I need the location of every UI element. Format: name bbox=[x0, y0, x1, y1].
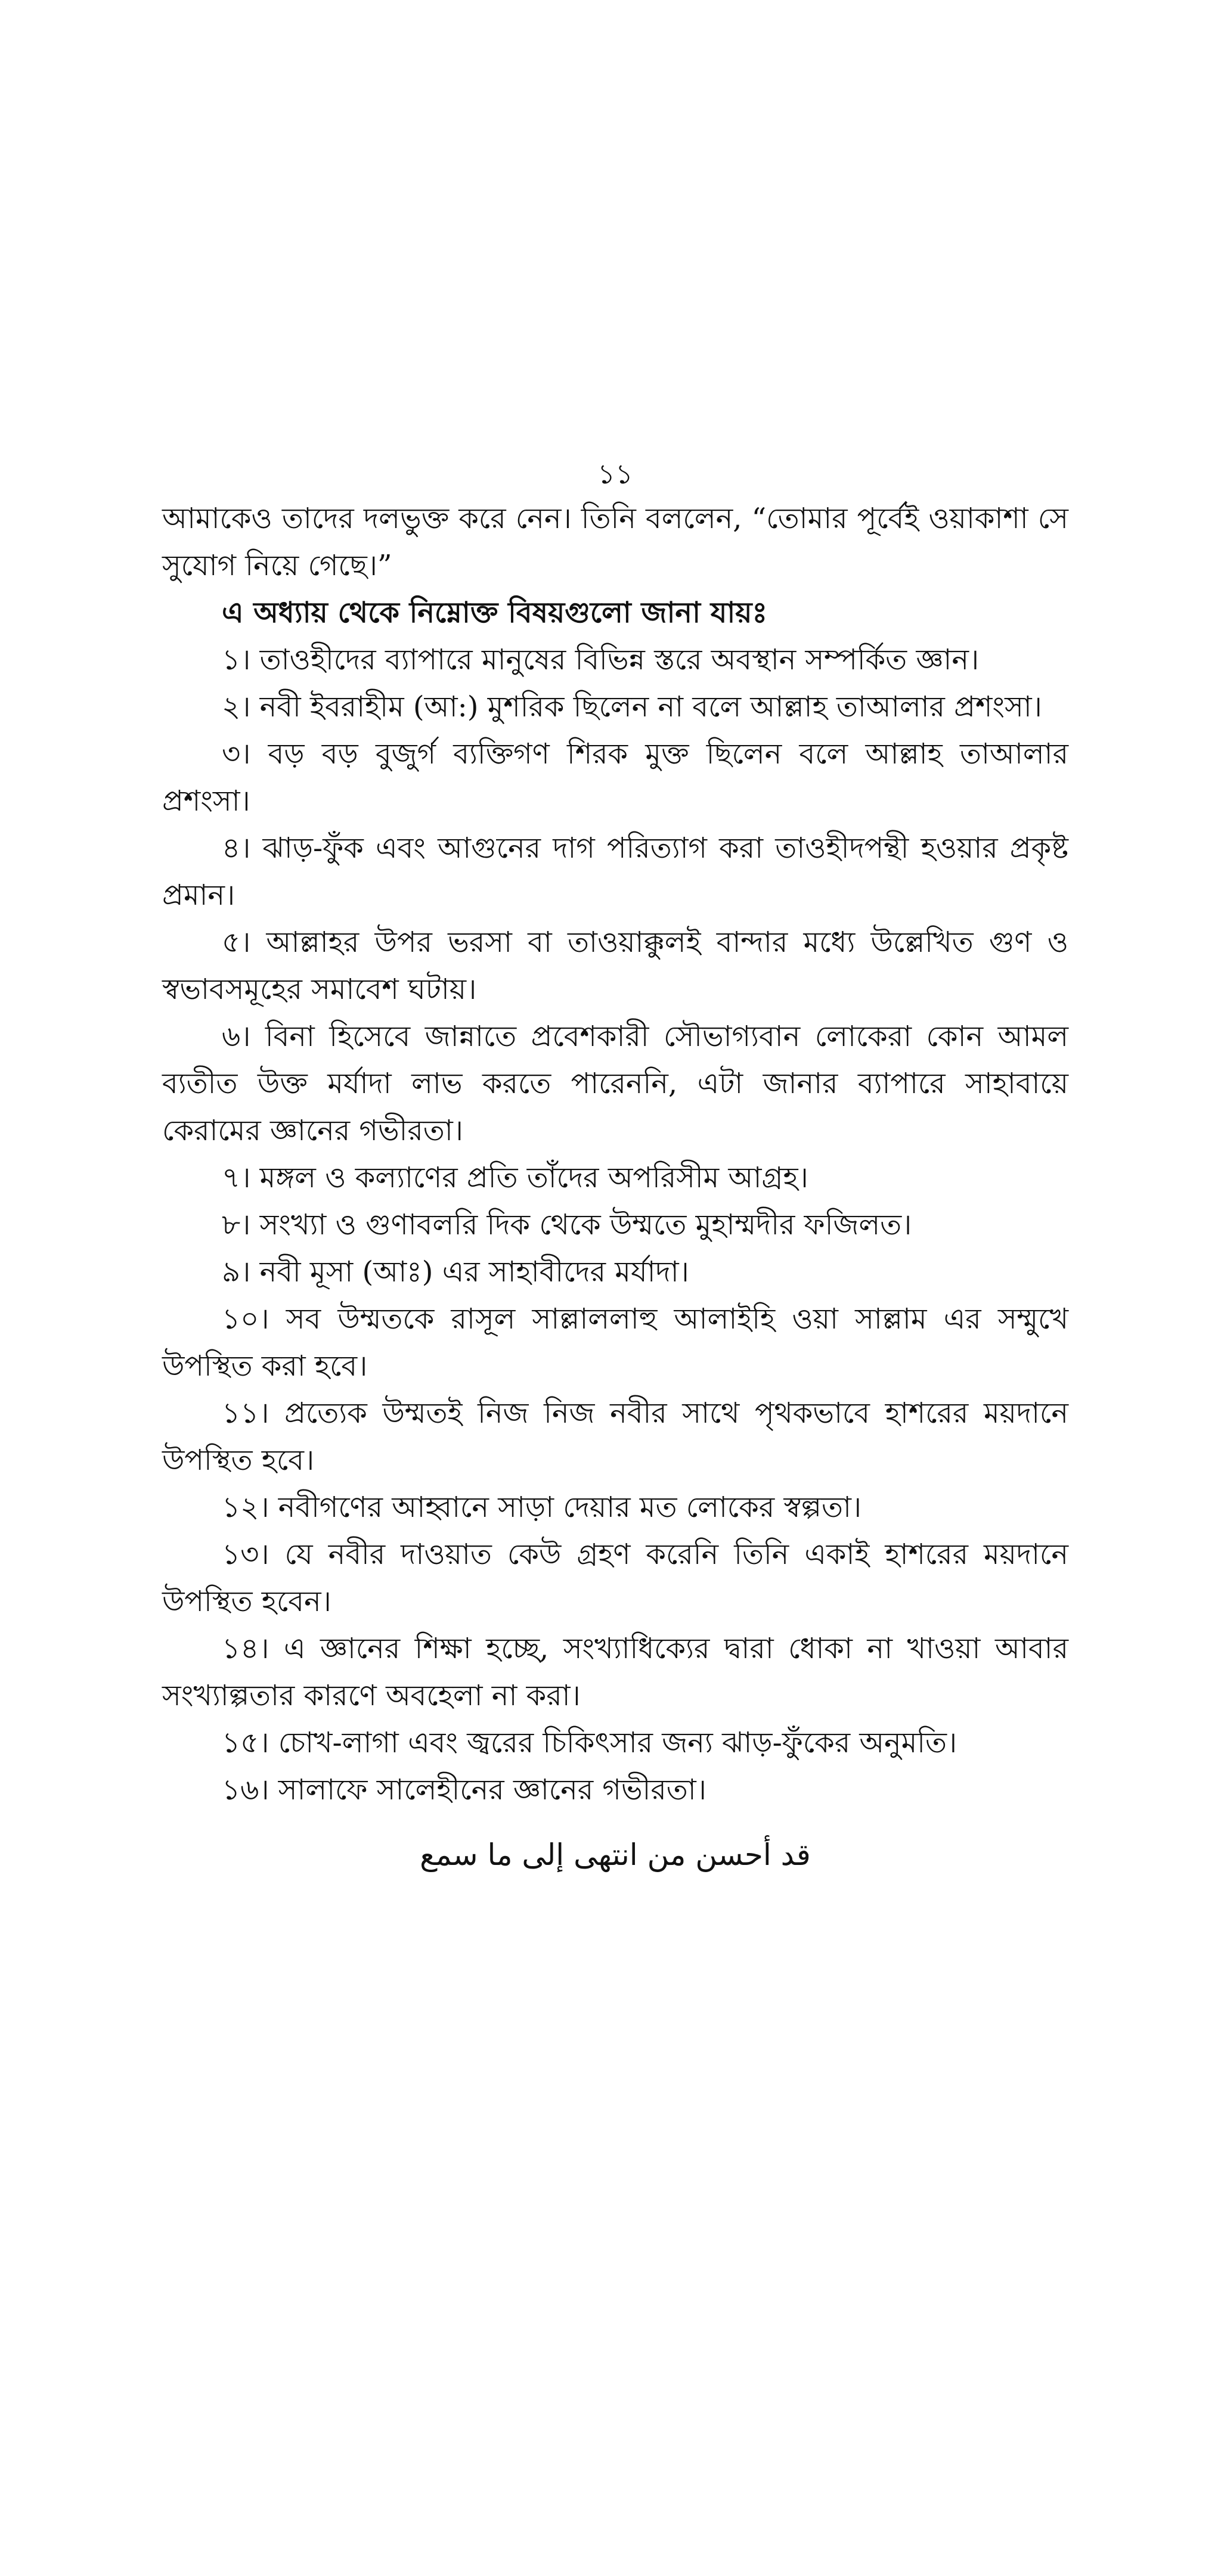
section-heading: এ অধ্যায় থেকে নিম্নোক্ত বিষয়গুলো জানা যায়ঃ bbox=[222, 596, 768, 629]
point-item: ৮। সংখ্যা ও গুণাবলরি দিক থেকে উম্মতে মুহাম্মদীর ফজিলত। bbox=[222, 1208, 912, 1242]
page-number: ১১ bbox=[597, 458, 633, 490]
point-item: ১৩। যে নবীর দাওয়াত কেউ গ্রহণ করেনি তিনি একাই হাশরের ময়দানে উপস্থিত হবেন। bbox=[162, 1538, 1068, 1618]
point-item: ১৪। এ জ্ঞানের শিক্ষা হচ্ছে, সংখ্যাধিক্যের দ্বারা ধোকা না খাওয়া আবার সংখ্যাল্পতার কারণে অবহেলা না করা। bbox=[162, 1632, 1068, 1712]
point-item: ৭। মঙ্গল ও কল্যাণের প্রতি তাঁদের অপরিসীম আগ্রহ। bbox=[222, 1161, 808, 1194]
opening-paragraph: আমাকেও তাদের দলভুক্ত করে নেন। তিনি বললেন, “তোমার পূর্বেই ওয়াকাশা সে সুযোগ নিয়ে গেছে।” bbox=[162, 502, 1068, 582]
point-item: ৩। বড় বড় বুজুর্গ ব্যক্তিগণ শিরক মুক্ত ছিলেন বলে আল্লাহ তাআলার প্রশংসা। bbox=[162, 737, 1068, 818]
point-item: ৪। ঝাড়-ফুঁক এবং আগুনের দাগ পরিত্যাগ করা তাওহীদপন্থী হওয়ার প্রকৃষ্ট প্রমান। bbox=[162, 831, 1068, 912]
point-item: ৬। বিনা হিসেবে জান্নাতে প্রবেশকারী সৌভাগ্যবান লোকেরা কোন আমল ব্যতীত উক্ত মর্যাদা লাভ করতে পারেননি, এটা জানার ব্যাপারে সাহাবায়ে কেরামের জ্ঞানের গভীরতা। bbox=[162, 1020, 1068, 1147]
point-item: ১০। সব উম্মতকে রাসূল সাল্লাললাহু আলাইহি ওয়া সাল্লাম এর সম্মুখে উপস্থিত করা হবে। bbox=[162, 1302, 1068, 1383]
point-item: ২। নবী ইবরাহীম (আ:) মুশরিক ছিলেন না বলে আল্লাহ তাআলার প্রশংসা। bbox=[222, 690, 1042, 724]
point-item: ১৬। সালাফে সালেহীনের জ্ঞানের গভীরতা। bbox=[222, 1773, 706, 1807]
point-item: ১৫। চোখ-লাগা এবং জ্বরের চিকিৎসার জন্য ঝাড়-ফুঁকের অনুমতি। bbox=[222, 1726, 957, 1759]
point-item: ১১। প্রত্যেক উম্মতই নিজ নিজ নবীর সাথে পৃথকভাবে হাশরের ময়দানে উপস্থিত হবে। bbox=[162, 1396, 1068, 1477]
point-item: ১২। নবীগণের আহ্বানে সাড়া দেয়ার মত লোকের স্বল্পতা। bbox=[222, 1491, 862, 1524]
arabic-quote: قد أحسن من انتهى إلى ما سمع bbox=[420, 1838, 811, 1872]
document-page bbox=[162, 456, 1068, 1882]
point-item: ৫। আল্লাহর উপর ভরসা বা তাওয়াক্কুলই বান্দার মধ্যে উল্লেখিত গুণ ও স্বভাবসমূহের সমাবেশ ঘটায়। bbox=[162, 926, 1068, 1006]
point-item: ৯। নবী মূসা (আঃ) এর সাহাবীদের মর্যাদা। bbox=[222, 1255, 689, 1289]
point-item: ১। তাওহীদের ব্যাপারে মানুষের বিভিন্ন স্তরে অবস্থান সম্পর্কিত জ্ঞান। bbox=[222, 643, 980, 676]
